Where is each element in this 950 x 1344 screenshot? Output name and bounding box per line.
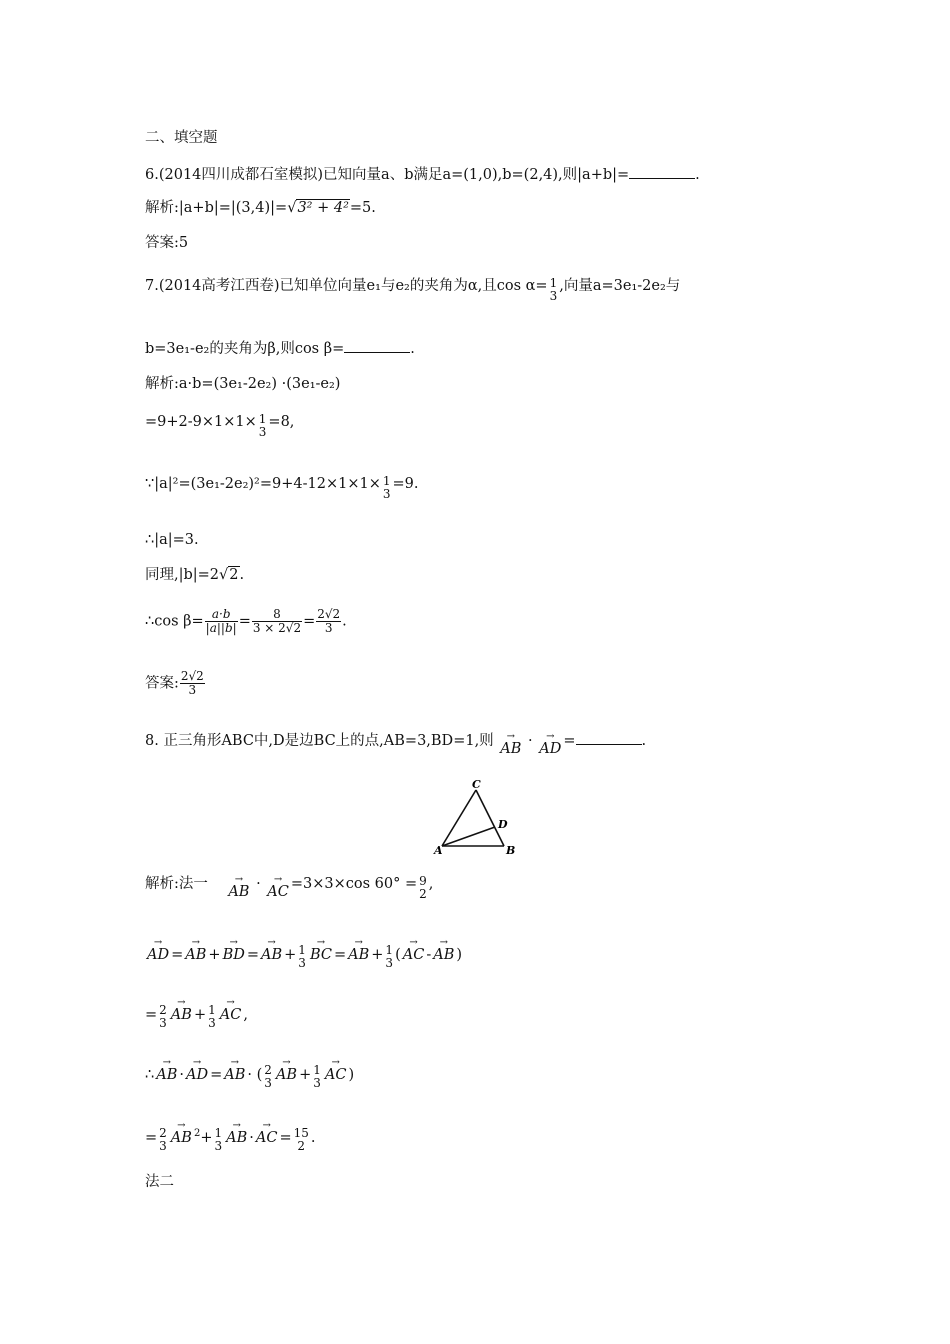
answer-blank bbox=[576, 730, 642, 745]
vector-AB: → AB bbox=[500, 739, 521, 759]
frac-den: 3 bbox=[188, 683, 197, 697]
frac-num: 1 bbox=[382, 474, 391, 488]
q7-analysis-3 bbox=[145, 474, 419, 501]
q7-answer bbox=[145, 670, 206, 697]
frac-num: 1 bbox=[298, 943, 306, 957]
frac-num: 9 bbox=[419, 874, 427, 888]
frac-den: 3 bbox=[159, 1138, 167, 1153]
q8-step3: ∴→ AB ·→ AD =→ AB · ( 2 3 → AB + 1 3 → AC ) bbox=[145, 1064, 354, 1090]
vector-AC: → AC bbox=[220, 1005, 242, 1025]
vector-AD: → AD bbox=[539, 739, 561, 759]
frac-num: 2 bbox=[264, 1063, 272, 1077]
text: . bbox=[342, 613, 347, 630]
frac-den: 3 × 2√2 bbox=[252, 621, 302, 635]
q7-analysis-5 bbox=[145, 565, 244, 585]
vector-AD: → AD bbox=[147, 945, 169, 965]
q7-analysis-1: 解析:a·b=(3e₁-2e₂) ·(3e₁-e₂) bbox=[145, 376, 341, 392]
frac-num: 1 bbox=[258, 412, 267, 426]
frac-den: 3 bbox=[208, 1016, 216, 1030]
vector-AB: → AB bbox=[171, 1128, 192, 1148]
frac-den: |a||b| bbox=[205, 621, 237, 635]
frac-num: a·b bbox=[205, 608, 238, 622]
frac-num: 2√2 bbox=[317, 607, 341, 621]
frac-den: 3 bbox=[382, 487, 391, 501]
q7-analysis-6: ∴cos β= $\frac{a\cdot b}{|a||b|}$ = $\frac{8}{3 \times 2√2}$ = $\frac{2√2}{3}$ . bbox=[145, 607, 347, 635]
frac-num: 15 bbox=[293, 1125, 309, 1140]
q7-stem-a: 7.(2014高考江西卷)已知单位向量e₁与e₂的夹角为α,且cos α= bbox=[145, 278, 548, 294]
answer-blank bbox=[629, 164, 695, 179]
sqrt-expression: √3² + 4² bbox=[287, 200, 349, 216]
frac-den: 3 bbox=[264, 1076, 272, 1090]
vector-AB: → AB bbox=[171, 1005, 192, 1025]
frac-num: 2√2 bbox=[180, 669, 204, 683]
fraction bbox=[205, 608, 238, 635]
vector-AC: → AC bbox=[403, 945, 425, 965]
fraction bbox=[207, 1004, 217, 1030]
vector-AC: → AC bbox=[325, 1065, 347, 1085]
vector-AB: → AB bbox=[224, 1065, 245, 1085]
vector-AB: → AB bbox=[433, 945, 454, 965]
vector-AB: → AB bbox=[228, 882, 249, 902]
q6-analysis-prefix: 解析:|a+b|=|(3,4)|= bbox=[145, 200, 288, 216]
q8-method2: 法二 bbox=[145, 1174, 174, 1190]
frac-num: 2 bbox=[159, 1003, 167, 1017]
radicand: 3² + 4² bbox=[297, 200, 349, 216]
frac-num: 1 bbox=[313, 1063, 321, 1077]
q7-stem-b: ,向量a=3e₁-2e₂与 bbox=[559, 278, 681, 294]
frac-den: 2 bbox=[419, 887, 427, 901]
vector-AB: → AB bbox=[185, 945, 206, 965]
text: 解析:法一 bbox=[145, 876, 208, 892]
q7-stem-line2: b=3e₁-e₂的夹角为β,则cos β= . bbox=[145, 338, 415, 359]
q7-analysis-4: ∴|a|=3. bbox=[145, 532, 199, 548]
label-A: A bbox=[434, 844, 443, 857]
q8-method1: 解析:法一 → AB · → AC =3×3×cos 60° = 9 2 , bbox=[145, 874, 433, 901]
triangle-svg bbox=[432, 778, 522, 860]
frac-num: 1 bbox=[385, 943, 394, 957]
frac-num: 2 bbox=[159, 1125, 167, 1140]
text: =3×3×cos 60° bbox=[290, 876, 401, 892]
vector-AB: → AB bbox=[226, 1128, 247, 1148]
frac-den: 3 bbox=[298, 956, 306, 970]
q8-step2: = 2 3 → AB + 1 3 → AC , bbox=[145, 1004, 248, 1030]
label-B: B bbox=[506, 844, 516, 857]
vector-AC: → AC bbox=[256, 1128, 278, 1148]
fraction bbox=[418, 875, 428, 901]
answer-blank bbox=[344, 338, 410, 353]
frac-den: 3 bbox=[385, 956, 394, 970]
vector-AB: → AB bbox=[156, 1065, 177, 1085]
text: ∴cos β= bbox=[145, 613, 204, 630]
fraction bbox=[263, 1064, 273, 1090]
fraction bbox=[297, 944, 307, 970]
radicand: 2 bbox=[229, 567, 239, 583]
q7-stem bbox=[145, 276, 680, 303]
fraction bbox=[316, 608, 341, 635]
frac-den: 3 bbox=[159, 1016, 167, 1030]
q6-analysis-suffix: =5. bbox=[349, 200, 376, 216]
vector-AB: → AB bbox=[276, 1065, 297, 1085]
frac-num: 1 bbox=[208, 1003, 216, 1017]
q8-step1: → AD =→ AB +→ BD =→ AB + 1 3 → BC =→ AB + 1 3 (→ AC -→ AB ) bbox=[145, 944, 462, 970]
text: 8. 正三角形ABC中,D是边BC上的点,AB=3,BD=1,则 bbox=[145, 733, 494, 749]
frac-den: 3 bbox=[313, 1076, 321, 1090]
fraction bbox=[158, 1127, 168, 1153]
fraction bbox=[549, 277, 559, 303]
q7-stem-line2-text: b=3e₁-e₂的夹角为β,则cos β= bbox=[145, 341, 345, 357]
text: . bbox=[239, 567, 245, 583]
text: ∵|a|²=(3e₁-2e₂)²=9+4-12×1×1× bbox=[145, 476, 381, 492]
fraction bbox=[312, 1064, 322, 1090]
fraction bbox=[158, 1004, 168, 1030]
frac-num: 8 bbox=[252, 608, 302, 622]
text: 答案: bbox=[145, 675, 179, 692]
vector-BC: → BC bbox=[310, 945, 332, 965]
frac-den: 2 bbox=[297, 1138, 306, 1153]
section-title: 二、填空题 bbox=[145, 130, 218, 146]
fraction bbox=[252, 608, 302, 635]
text: =8, bbox=[268, 414, 295, 430]
frac-num: 1 bbox=[549, 276, 558, 290]
text: , bbox=[428, 876, 434, 892]
vector-AB: → AB bbox=[348, 945, 369, 965]
q6-analysis bbox=[145, 198, 376, 218]
frac-num: 1 bbox=[214, 1125, 223, 1140]
frac-den: 3 bbox=[549, 289, 558, 303]
fraction bbox=[258, 413, 268, 439]
sqrt-expression: √2 bbox=[219, 567, 239, 583]
frac-den: 3 bbox=[214, 1138, 223, 1153]
vector-AB: → AB bbox=[261, 945, 282, 965]
text: =9+2-9×1×1× bbox=[145, 414, 257, 430]
frac-den: 3 bbox=[258, 425, 267, 439]
fraction bbox=[180, 670, 205, 697]
text: 同理,|b|=2 bbox=[145, 567, 220, 583]
label-C: C bbox=[472, 778, 481, 791]
label-D: D bbox=[498, 818, 508, 831]
fraction bbox=[213, 1127, 223, 1153]
q6-stem-text: 6.(2014四川成都石室模拟)已知向量a、b满足a=(1,0),b=(2,4),则|a+b|= bbox=[145, 167, 630, 183]
frac-den: 3 bbox=[324, 621, 333, 635]
q7-analysis-2 bbox=[145, 412, 294, 439]
q8-step4: = 2 3 → AB $^2$+ 1 3 → AB ·→ AC = 15 2 . bbox=[145, 1124, 315, 1153]
q6-stem: 6.(2014四川成都石室模拟)已知向量a、b满足a=(1,0),b=(2,4),则|a+b|= . bbox=[145, 164, 700, 185]
fraction bbox=[384, 944, 394, 970]
fraction bbox=[293, 1127, 310, 1153]
q8-stem: 8. 正三角形ABC中,D是边BC上的点,AB=3,BD=1,则 → AB · → AD = . bbox=[145, 730, 646, 751]
text: =9. bbox=[392, 476, 419, 492]
vector-AD: → AD bbox=[186, 1065, 208, 1085]
q6-answer: 答案:5 bbox=[145, 235, 189, 251]
vector-BD: → BD bbox=[223, 945, 245, 965]
fraction bbox=[382, 475, 392, 501]
vector-AC: → AC bbox=[267, 882, 289, 902]
triangle-figure bbox=[432, 778, 522, 860]
